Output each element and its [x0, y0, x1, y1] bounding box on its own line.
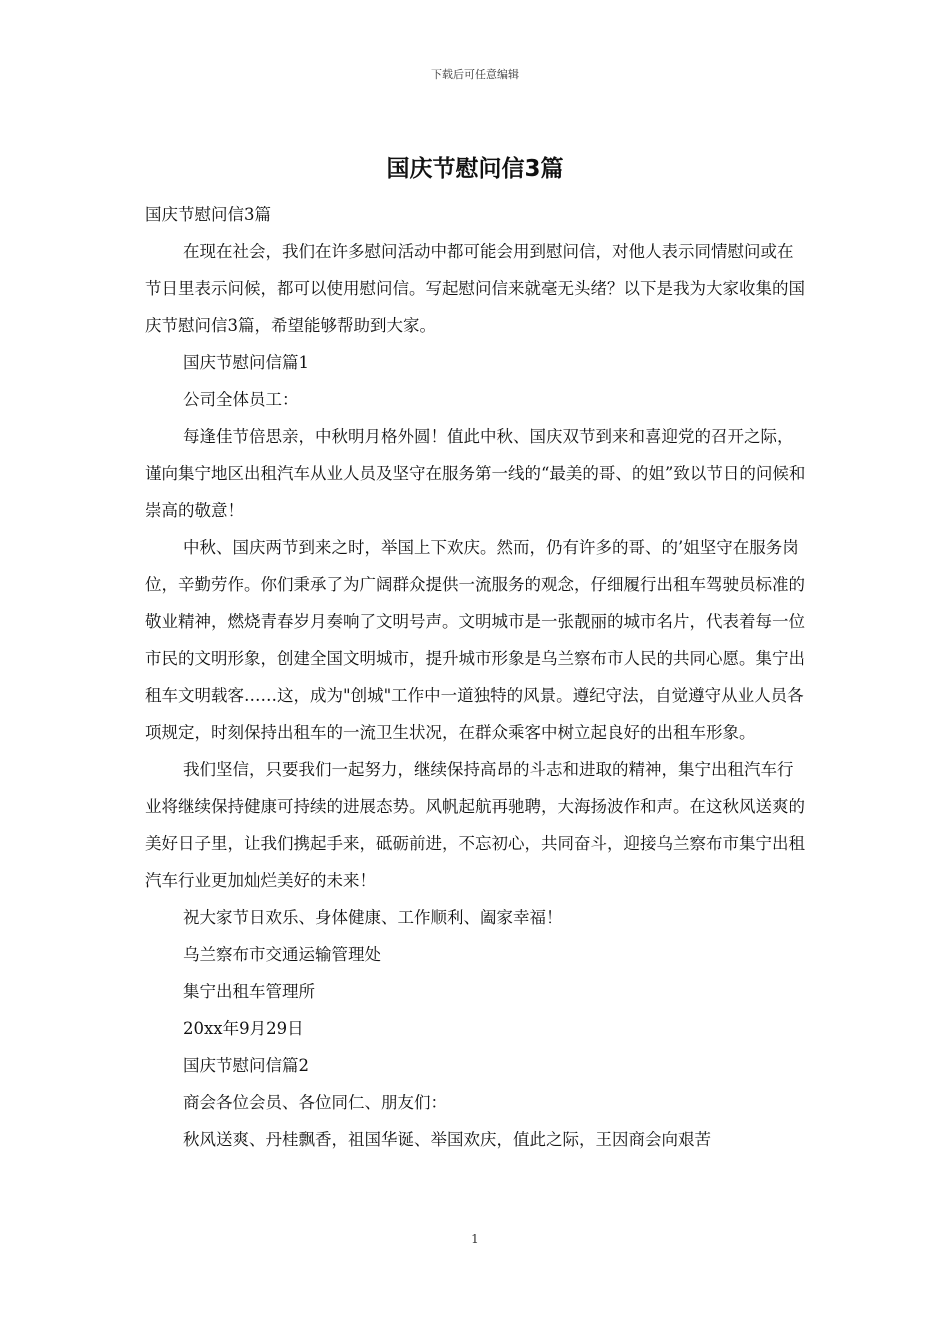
intro-paragraph: 在现在社会，我们在许多慰问活动中都可能会用到慰问信，对他人表示同情慰问或在节日里表示问候，都可以使用慰问信。写起慰问信来就毫无头绪？以下是我为大家收集的国庆节慰问信3篇，希望能够帮助到大家。 — [145, 242, 805, 335]
section-heading-2: 国庆节慰问信篇2 — [183, 1056, 309, 1075]
letter1-paragraph-3: 我们坚信，只要我们一起努力，继续保持高昂的斗志和进取的精神，集宁出租汽车行业将继续保持健康可持续的进展态势。风帆起航再驰聘，大海扬波作和声。在这秋风送爽的美好日子里，让我们携起手来，砥砺前进，不忘初心，共同奋斗，迎接乌兰察布市集宁出租汽车行业更加灿烂美好的未来！ — [145, 760, 805, 890]
letter1-date: 20xx年9月29日 — [183, 1019, 304, 1038]
header-note: 下载后可任意编辑 — [431, 68, 519, 81]
page-number: 1 — [471, 1232, 479, 1246]
letter1-paragraph-1: 每逢佳节倍思亲，中秋明月格外圆！值此中秋、国庆双节到来和喜迎党的召开之际，谨向集宁地区出租汽车从业人员及坚守在服务第一线的“最美的哥、的姐”致以节日的问候和崇高的敬意！ — [145, 427, 806, 520]
document-title: 国庆节慰问信3篇 — [386, 156, 564, 182]
signature-org-1: 乌兰察布市交通运输管理处 — [183, 945, 381, 964]
section-heading-1: 国庆节慰问信篇1 — [183, 353, 309, 372]
salutation-1: 公司全体员工： — [183, 390, 299, 409]
letter2-paragraph-1: 秋风送爽、丹桂飘香，祖国华诞、举国欢庆，值此之际，王因商会向艰苦 — [183, 1130, 711, 1149]
signature-org-2: 集宁出租车管理所 — [183, 982, 315, 1001]
document-body — [145, 196, 807, 1158]
letter1-closing: 祝大家节日欢乐、身体健康、工作顺利、阖家幸福！ — [183, 908, 563, 927]
subtitle-line: 国庆节慰问信3篇 — [145, 205, 271, 224]
salutation-2: 商会各位会员、各位同仁、朋友们： — [183, 1093, 447, 1112]
letter1-paragraph-2: 中秋、国庆两节到来之时，举国上下欢庆。然而，仍有许多的哥、的’姐坚守在服务岗位，辛勤劳作。你们秉承了为广阔群众提供一流服务的观念，仔细履行出租车驾驶员标准的敬业精神，燃烧青春岁月奏响了文明号声。文明城市是一张靓丽的城市名片，代表着每一位市民的文明形象，创建全国文明城市，提升城市形象是乌兰察布市人民的共同心愿。集宁出租车文明载客……这，成为"创城"工作中一道独特的风景。遵纪守法，自觉遵守从业人员各项规定，时刻保持出租车的一流卫生状况，在群众乘客中树立起良好的出租车形象。 — [145, 538, 805, 742]
